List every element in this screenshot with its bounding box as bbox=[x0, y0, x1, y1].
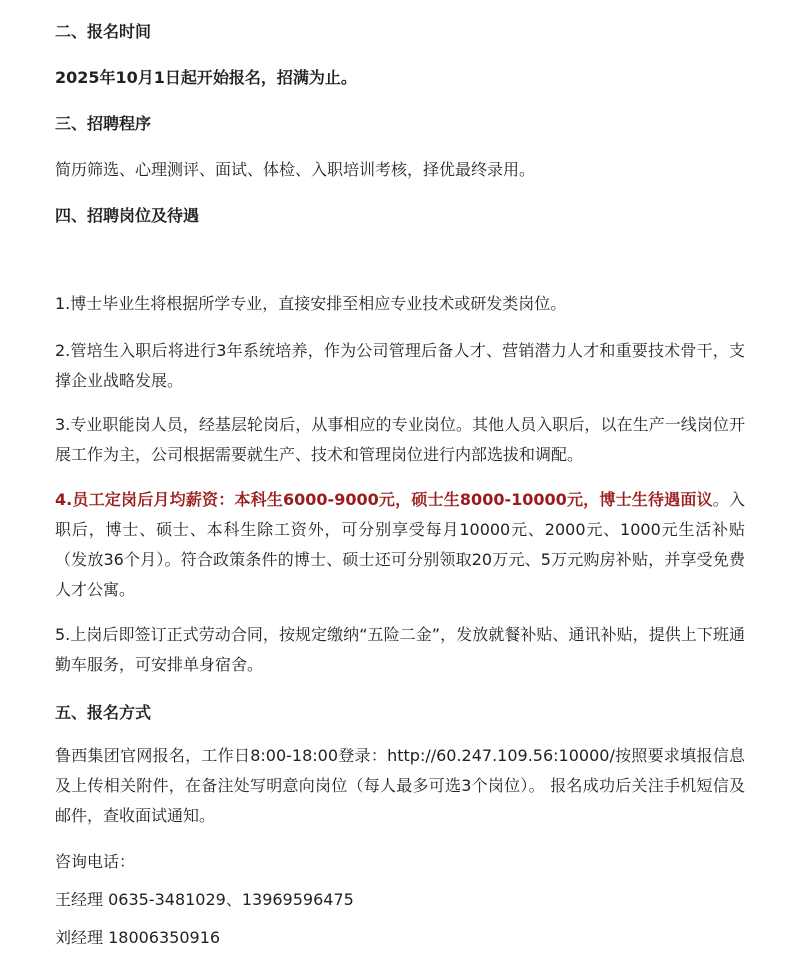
position-item-5: 5.上岗后即签订正式劳动合同，按规定缴纳“五险二金”，发放就餐补贴、通讯补贴，提供上下班通勤车服务，可安排单身宿舍。 bbox=[55, 625, 745, 674]
contact-liu: 刘经理 18006350916 bbox=[55, 928, 221, 947]
section-2-heading: 二、报名时间 bbox=[55, 22, 152, 41]
registration-method-text: 鲁西集团官网报名，工作日8:00-18:00登录：http://60.247.109.56:10000/按照要求填报信息及上传相关附件，在备注处写明意向岗位（每人最多可选3个岗位）。 报名成功后关注手机短信及邮件，查收面试通知。 bbox=[55, 746, 745, 825]
position-item-2: 2.管培生入职后将进行3年系统培养，作为公司管理后备人才、营销潜力人才和重要技术骨干，支撑企业战略发展。 bbox=[55, 341, 745, 390]
salary-details: 。入职后，博士、硕士、本科生除工资外，可分别享受每月10000元、2000元、1000元生活补贴（发放36个月）。符合政策条件的博士、硕士还可分别领取20万元、5万元购房补贴，并享受免费人才公寓。 bbox=[55, 490, 745, 599]
registration-time-text: 2025年10月1日起开始报名，招满为止。 bbox=[55, 68, 357, 87]
section-3-heading: 三、招聘程序 bbox=[55, 114, 152, 133]
salary-highlight: 4.员工定岗后月均薪资：本科生6000-9000元，硕士生8000-10000元，博士生待遇面议 bbox=[55, 490, 713, 509]
position-item-4 bbox=[55, 485, 745, 605]
contact-label: 咨询电话： bbox=[55, 852, 136, 871]
position-item-1: 1.博士毕业生将根据所学专业，直接安排至相应专业技术或研发类岗位。 bbox=[55, 294, 567, 313]
contact-wang: 王经理 0635-3481029、13969596475 bbox=[55, 890, 354, 909]
recruitment-procedure-text: 简历筛选、心理测评、面试、体检、入职培训考核，择优最终录用。 bbox=[55, 160, 536, 179]
section-4-heading: 四、招聘岗位及待遇 bbox=[55, 206, 200, 225]
position-item-3: 3.专业职能岗人员，经基层轮岗后，从事相应的专业岗位。其他人员入职后，以在生产一线岗位开展工作为主，公司根据需要就生产、技术和管理岗位进行内部选拔和调配。 bbox=[55, 415, 745, 464]
section-5-heading: 五、报名方式 bbox=[55, 703, 152, 722]
